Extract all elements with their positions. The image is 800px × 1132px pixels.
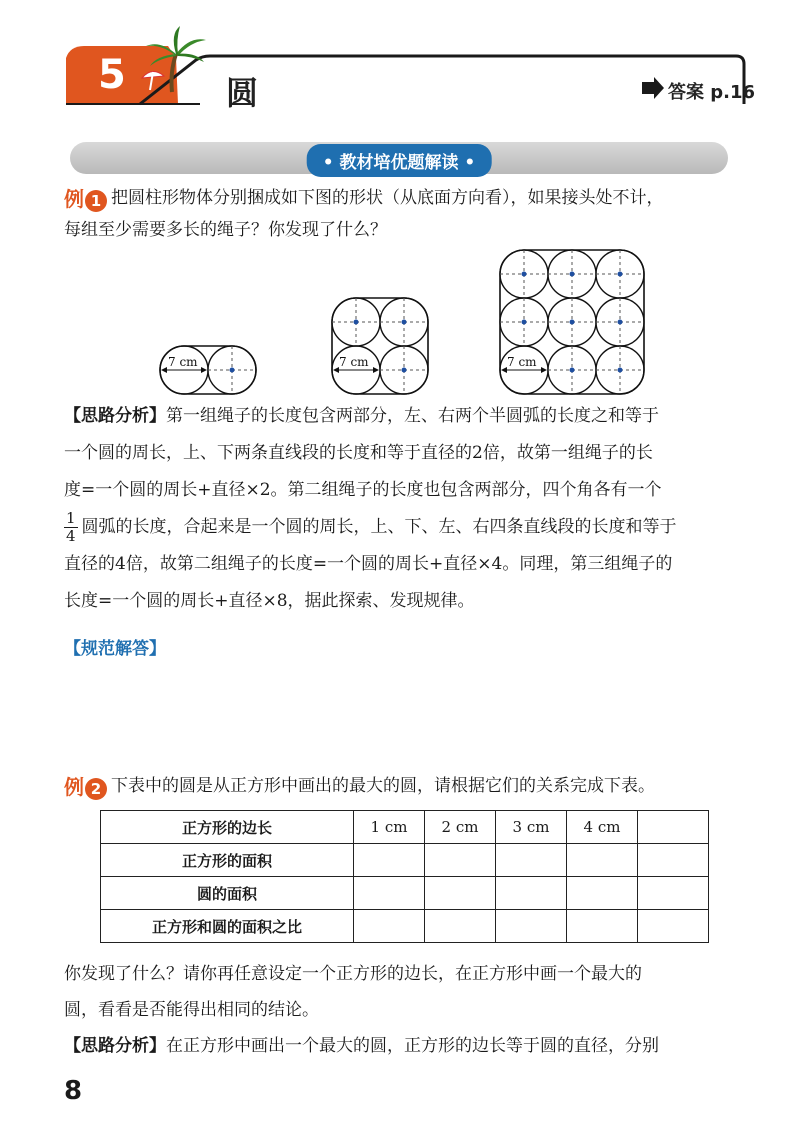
rope-group-1 (160, 346, 256, 394)
analysis-line: 直径的4倍，故第二组绳子的长度=一个圆的周长+直径×4。同理，第三组绳子的 (64, 554, 673, 574)
dot-icon: • (464, 153, 476, 173)
analysis-label: 【思路分析】 (64, 406, 166, 426)
followup-line: 圆，看看是否能得出相同的结论。 (64, 1000, 319, 1020)
fraction-denominator: 4 (66, 527, 76, 545)
row-header: 正方形和圆的面积之比 (101, 910, 354, 943)
section-title-text: 教材培优题解读 (339, 153, 459, 173)
analysis-line: 第一组绳子的长度包含两部分，左、右两个半圆弧的长度之和等于 (166, 406, 659, 426)
answer-label: 【规范解答】 (64, 639, 166, 659)
table-cell (638, 811, 709, 844)
table-row (101, 910, 709, 943)
analysis-label: 【思路分析】 (64, 1036, 166, 1056)
question-line: 下表中的圆是从正方形中画出的最大的圆，请根据它们的关系完成下表。 (111, 776, 655, 796)
table-cell (354, 910, 425, 943)
row-header: 正方形的面积 (101, 844, 354, 877)
table-cell (638, 844, 709, 877)
table-cell (496, 877, 567, 910)
example2-followup (64, 956, 740, 1064)
example2-question (64, 770, 740, 802)
table-cell: 4 cm (567, 811, 638, 844)
table-cell (638, 877, 709, 910)
answer-reference: 答案 p.16 (668, 82, 756, 103)
arrow-right-icon (642, 77, 664, 99)
table-cell (425, 877, 496, 910)
diameter-label: 7 cm (507, 355, 537, 369)
table-cell (638, 910, 709, 943)
analysis-line: 在正方形中画出一个最大的圆，正方形的边长等于圆的直径，分别 (166, 1036, 659, 1056)
question-line: 把圆柱形物体分别捆成如下图的形状（从底面方向看），如果接头处不计， (111, 188, 664, 208)
chapter-number: 5 (98, 52, 126, 98)
rope-group-2 (332, 298, 428, 394)
row-header: 正方形的边长 (101, 811, 354, 844)
section-title (307, 144, 492, 177)
table-cell: 2 cm (425, 811, 496, 844)
bundled-circles-figure (150, 240, 670, 405)
table-cell (425, 910, 496, 943)
example1-question (64, 182, 740, 246)
example1-analysis (64, 398, 740, 620)
table-cell: 1 cm (354, 811, 425, 844)
table-cell (354, 844, 425, 877)
table-row (101, 844, 709, 877)
fraction-one-quarter (64, 510, 78, 545)
square-circle-table (100, 810, 709, 943)
table-cell: 3 cm (496, 811, 567, 844)
diameter-label: 7 cm (339, 355, 369, 369)
table-row (101, 877, 709, 910)
chapter-title: 圆 (226, 74, 259, 112)
example-badge-text: 例 (64, 774, 84, 799)
table-cell (425, 844, 496, 877)
example-badge-number: 1 (85, 190, 107, 212)
rope-group-3 (500, 250, 644, 394)
followup-line: 你发现了什么？请你再任意设定一个正方形的边长，在正方形中画一个最大的 (64, 964, 642, 984)
analysis-line: 度=一个圆的周长+直径×2。第二组绳子的长度也包含两部分，四个角各有一个 (64, 480, 662, 500)
section-bar (70, 142, 728, 174)
dot-icon: • (322, 153, 334, 173)
page-number: 8 (64, 1076, 83, 1106)
diameter-label: 7 cm (168, 355, 198, 369)
table-cell (496, 844, 567, 877)
example2-badge (64, 776, 111, 798)
row-header: 圆的面积 (101, 877, 354, 910)
table-cell (567, 910, 638, 943)
question-line: 每组至少需要多长的绳子？你发现了什么？ (64, 220, 387, 240)
table-row (101, 811, 709, 844)
example1-badge (64, 188, 111, 210)
analysis-line: 长度=一个圆的周长+直径×8，据此探索、发现规律。 (64, 591, 475, 611)
table-cell (567, 877, 638, 910)
table-cell (567, 844, 638, 877)
fraction-numerator: 1 (66, 509, 76, 527)
table-cell (354, 877, 425, 910)
table-cell (496, 910, 567, 943)
example-badge-text: 例 (64, 186, 84, 211)
analysis-line: 一个圆的周长，上、下两条直线段的长度和等于直径的2倍，故第一组绳子的长 (64, 443, 653, 463)
analysis-line: 圆弧的长度，合起来是一个圆的周长，上、下、左、右四条直线段的长度和等于 (81, 517, 677, 537)
example-badge-number: 2 (85, 778, 107, 800)
